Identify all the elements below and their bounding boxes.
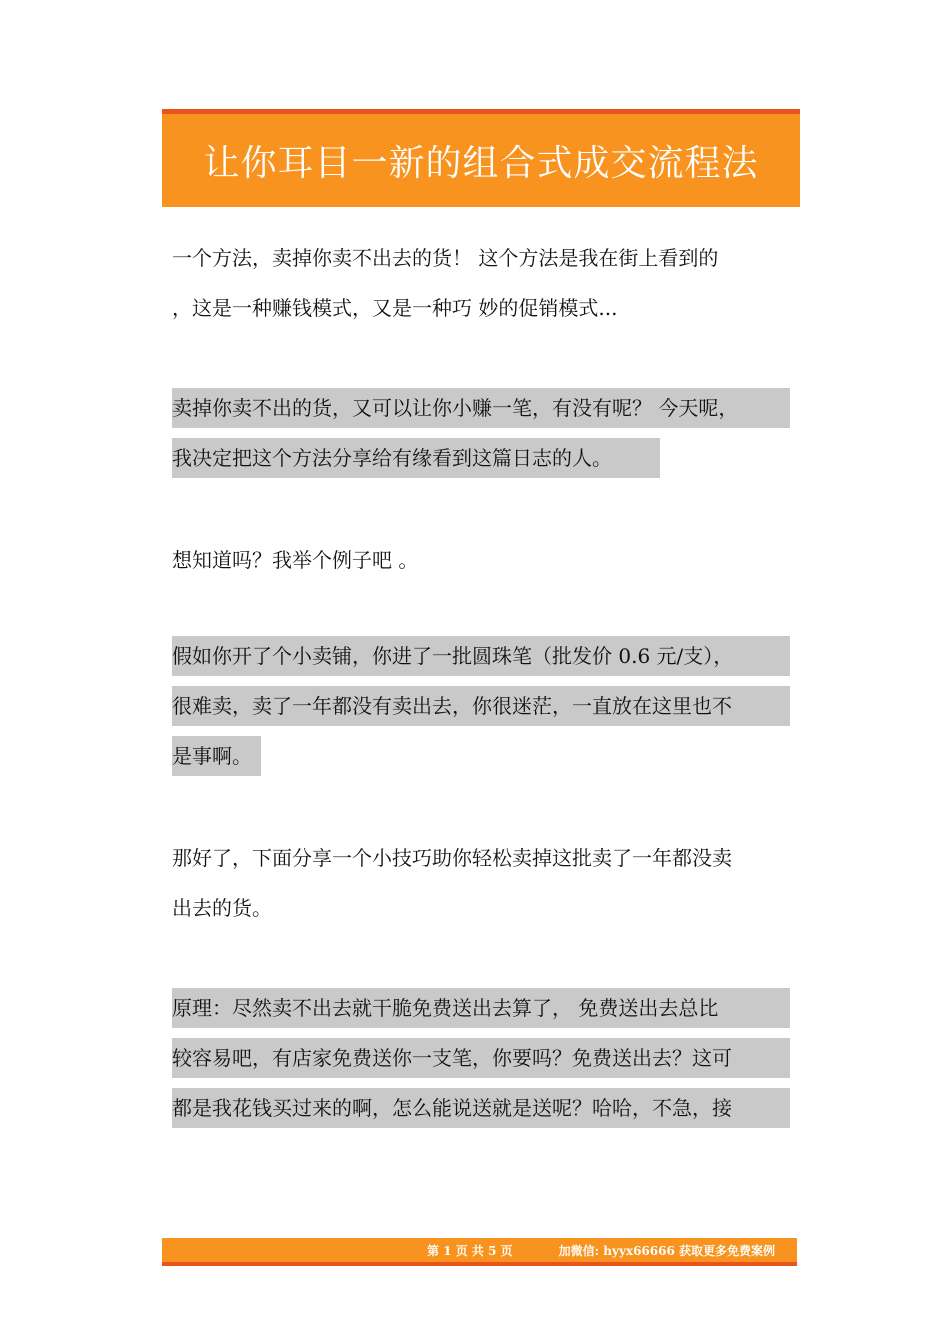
paragraph-4-highlighted xyxy=(172,636,790,786)
footer-promo: 加微信: hyyx66666 获取更多免费案例 xyxy=(558,1243,775,1258)
paragraph-line: 都是我花钱买过来的啊，怎么能说送就是送呢？哈哈，不急，接 xyxy=(172,1088,790,1128)
paragraph-line: 出去的货。 xyxy=(172,896,272,920)
paragraph-line: 假如你开了个小卖铺，你进了一批圆珠笔（批发价 0.6 元/支）， xyxy=(172,636,790,676)
paragraph-line: 想知道吗？我举个例子吧 。 xyxy=(172,548,419,572)
footer-page-info: 第 1 页 共 5 页 xyxy=(427,1243,513,1258)
paragraph-line: 那好了，下面分享一个小技巧助你轻松卖掉这批卖了一年都没卖 xyxy=(172,846,732,870)
paragraph-line: 卖掉你卖不出的货，又可以让你小赚一笔，有没有呢？ 今天呢， xyxy=(172,388,790,428)
document-title: 让你耳目一新的组合式成交流程法 xyxy=(203,143,759,184)
paragraph-line: 较容易吧，有店家免费送你一支笔，你要吗？免费送出去？这可 xyxy=(172,1038,790,1078)
paragraph-6-highlighted xyxy=(172,988,790,1138)
paragraph-line: 一个方法，卖掉你卖不出去的货！ 这个方法是我在街上看到的 xyxy=(172,246,719,270)
paragraph-line: 是事啊。 xyxy=(172,736,261,776)
title-banner xyxy=(162,109,800,207)
paragraph-5 xyxy=(172,833,790,933)
paragraph-line: ，这是一种赚钱模式，又是一种巧 妙的促销模式... xyxy=(172,296,618,320)
paragraph-3 xyxy=(172,535,790,585)
paragraph-2-highlighted xyxy=(172,388,790,488)
paragraph-line: 原理：尽然卖不出去就干脆免费送出去算了， 免费送出去总比 xyxy=(172,988,790,1028)
paragraph-line: 很难卖，卖了一年都没有卖出去，你很迷茫，一直放在这里也不 xyxy=(172,686,790,726)
footer-banner xyxy=(162,1238,797,1266)
paragraph-1 xyxy=(172,233,790,333)
paragraph-line: 我决定把这个方法分享给有缘看到这篇日志的人。 xyxy=(172,438,660,478)
